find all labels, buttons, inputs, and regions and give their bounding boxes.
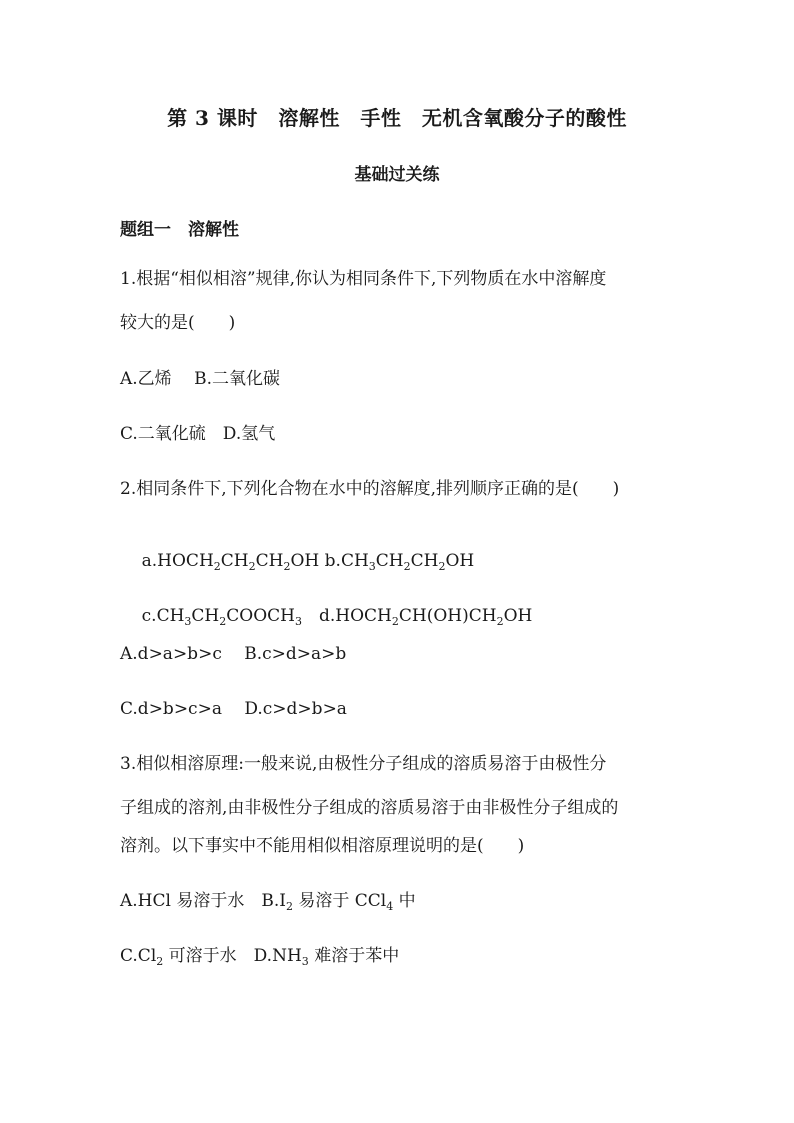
q2-compound-a: $HOCH_2CH_2CH_2OH$ <box>157 551 320 573</box>
q2-label-b: b. <box>319 551 341 571</box>
question-group-heading: 题组一 溶解性 <box>120 220 239 240</box>
q2-stem: 2.相同条件下,下列化合物在水中的溶解度,排列顺序正确的是( ) <box>120 479 620 499</box>
section-subtitle: 基础过关练 <box>354 165 440 185</box>
q1-stem-line1: 1.根据“相似相溶”规律,你认为相同条件下,下列物质在水中溶解度 <box>120 269 607 289</box>
q1-options-ab: A.乙烯 B.二氧化碳 <box>120 369 280 389</box>
q3-stem-line3: 溶剂。以下事实中不能用相似相溶原理说明的是( ) <box>120 836 525 856</box>
q3-stem-line1: 3.相似相溶原理:一般来说,由极性分子组成的溶质易溶于由极性分 <box>120 754 607 774</box>
q2-label-c: c. <box>141 606 157 626</box>
q1-stem-line2: 较大的是( ) <box>120 313 236 333</box>
q3-stem-line2: 子组成的溶剂,由非极性分子组成的溶质易溶于由非极性分子组成的 <box>120 798 619 818</box>
q2-compounds-cd <box>120 591 532 642</box>
q2-compound-d: $HOCH_2CH(OH)CH_2OH$ <box>335 606 533 628</box>
page-title: 第 3 课时 溶解性 手性 无机含氧酸分子的酸性 <box>167 106 627 130</box>
q3-options-cd: $C.Cl_2$ 可溶于水 $D.NH_3$ 难溶于苯中 <box>120 946 400 968</box>
q1-options-cd: C.二氧化硫 D.氢气 <box>120 424 276 444</box>
q2-compounds-ab <box>120 536 474 587</box>
q2-label-a: a. <box>141 551 158 571</box>
q3-options-ab: A.HCl 易溶于水 $B.I_2$ 易溶于 CCl$_4$ 中 <box>120 891 416 913</box>
q2-compound-b: $CH_3CH_2CH_2OH$ <box>340 551 475 573</box>
q2-options-ab: A.d>a>b>c B.c>d>a>b <box>120 644 347 664</box>
q2-options-cd: C.d>b>c>a D.c>d>b>a <box>120 699 347 719</box>
q2-label-d: d. <box>301 606 336 626</box>
q2-compound-c: $CH_3CH_2COOCH_3$ <box>156 606 302 628</box>
